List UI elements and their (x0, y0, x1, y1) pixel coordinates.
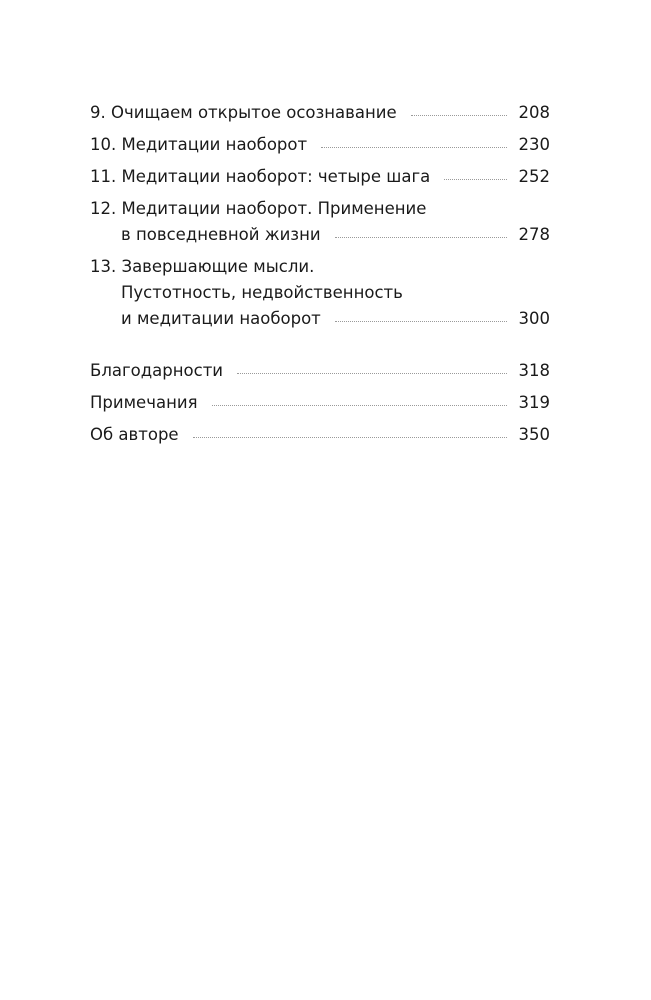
toc-line (90, 306, 550, 332)
dot-leader (321, 147, 506, 148)
toc-line (90, 196, 550, 222)
toc-line (90, 422, 550, 448)
toc-page-number: 230 (518, 135, 550, 154)
toc-entry-title-continued: и медитации наоборот (121, 309, 321, 328)
toc-line (90, 100, 550, 126)
dot-leader (411, 115, 507, 116)
table-of-contents (90, 100, 550, 448)
toc-entry-title-continued: в повседневной жизни (121, 225, 321, 244)
toc-page-number: 350 (518, 425, 550, 444)
toc-page-number: 300 (518, 309, 550, 328)
toc-entry-title: 9. Очищаем открытое осознавание (90, 103, 397, 122)
dot-leader (335, 237, 507, 238)
toc-entry-acknowledgments[interactable] (90, 358, 550, 384)
toc-page-number: 278 (518, 225, 550, 244)
toc-page-number: 318 (518, 361, 550, 380)
dot-leader (212, 405, 507, 406)
toc-line (90, 390, 550, 416)
toc-entry-chapter-10[interactable] (90, 132, 550, 158)
toc-entry-title: 10. Медитации наоборот (90, 135, 308, 154)
toc-entry-title: Примечания (90, 393, 198, 412)
toc-entry-notes[interactable] (90, 390, 550, 416)
toc-entry-chapter-12[interactable] (90, 196, 550, 248)
toc-entry-chapter-13[interactable] (90, 254, 550, 332)
toc-line (90, 222, 550, 248)
toc-entry-title-continued: Пустотность, недвойственность (121, 283, 403, 302)
toc-line (90, 164, 550, 190)
dot-leader (444, 179, 506, 180)
toc-page-number: 208 (518, 103, 550, 122)
toc-entry-title: 13. Завершающие мысли. (90, 257, 315, 276)
toc-line (90, 280, 550, 306)
toc-entry-title: 12. Медитации наоборот. Применение (90, 199, 427, 218)
dot-leader (335, 321, 507, 322)
toc-page-number: 252 (518, 167, 550, 186)
toc-page-number: 319 (518, 393, 550, 412)
toc-entry-about-author[interactable] (90, 422, 550, 448)
dot-leader (193, 437, 507, 438)
toc-line (90, 132, 550, 158)
toc-entry-chapter-9[interactable] (90, 100, 550, 126)
toc-entry-chapter-11[interactable] (90, 164, 550, 190)
toc-entry-title: Об авторе (90, 425, 179, 444)
toc-entry-title: Благодарности (90, 361, 224, 380)
dot-leader (237, 373, 506, 374)
toc-entry-title: 11. Медитации наоборот: четыре шага (90, 167, 431, 186)
toc-line (90, 254, 550, 280)
toc-line (90, 358, 550, 384)
